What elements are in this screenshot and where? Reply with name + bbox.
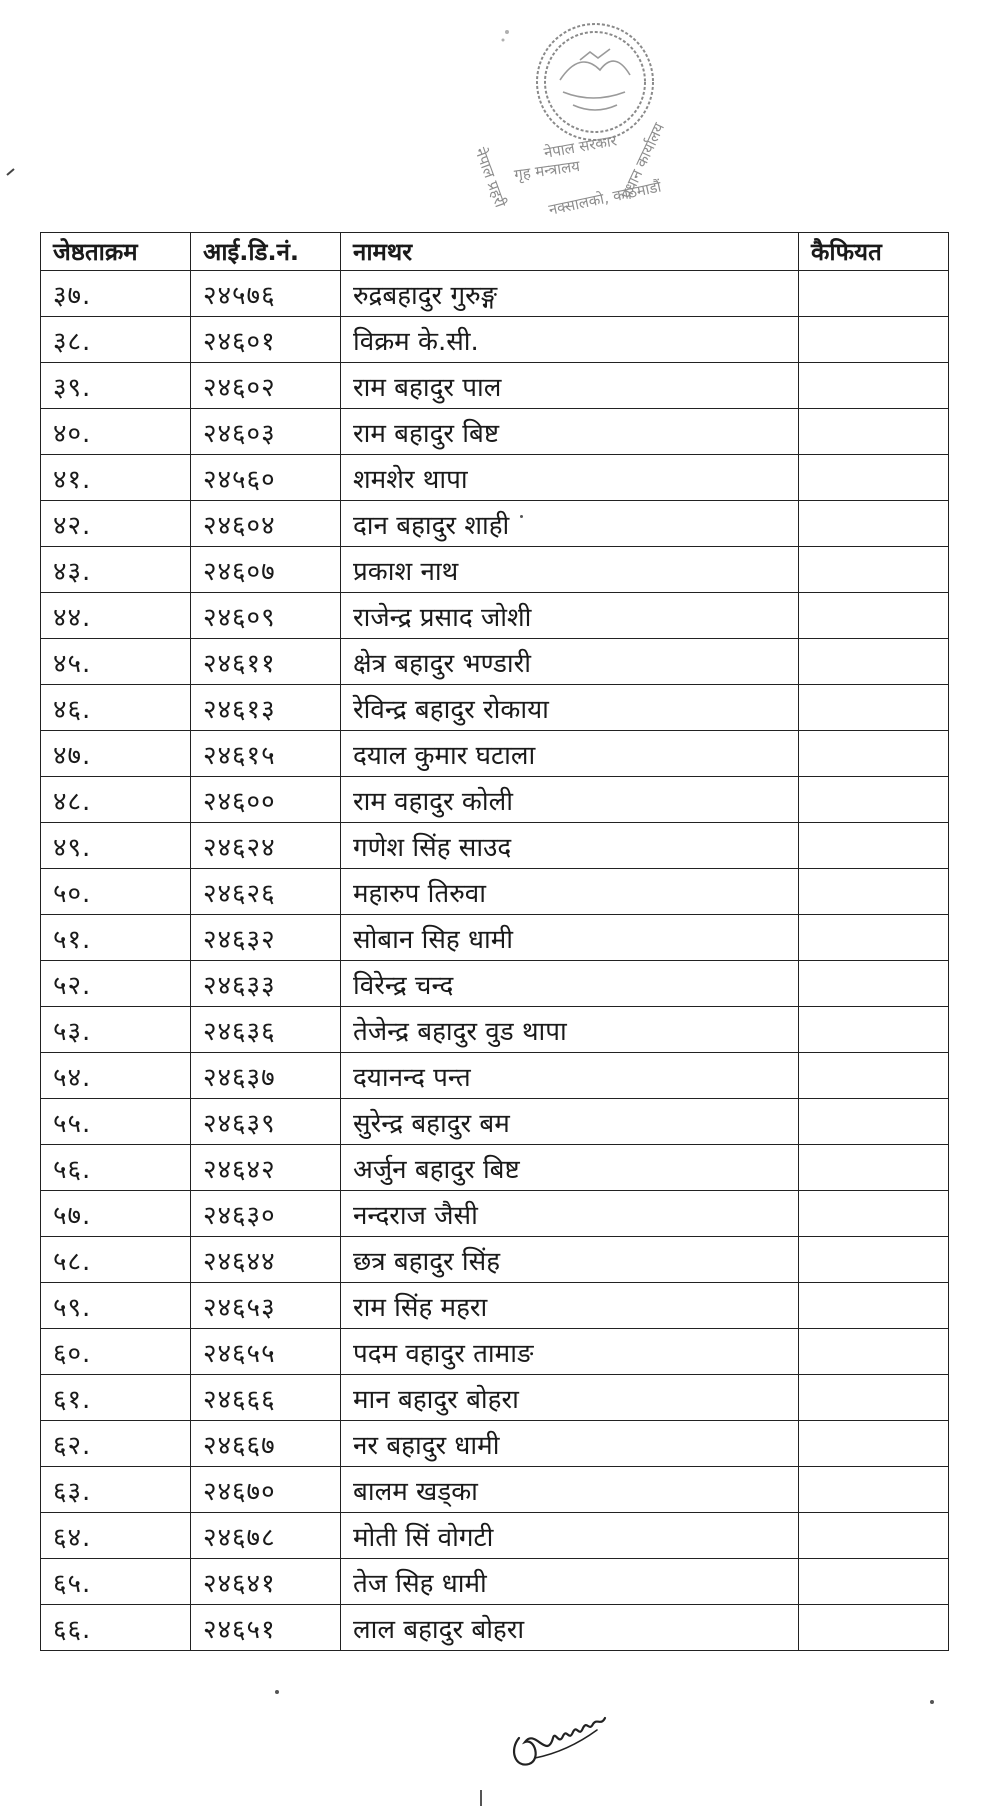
remarks-cell: [799, 271, 949, 317]
id-number-cell: २४६४१: [191, 1559, 341, 1605]
remarks-cell: [799, 1191, 949, 1237]
seniority-cell: ५४.: [41, 1053, 191, 1099]
seniority-cell: ४०.: [41, 409, 191, 455]
name-cell: महारुप तिरुवा: [341, 869, 799, 915]
remarks-cell: [799, 1467, 949, 1513]
seniority-cell: ५०.: [41, 869, 191, 915]
seniority-cell: ५५.: [41, 1099, 191, 1145]
id-number-cell: २४६१५: [191, 731, 341, 777]
id-number-cell: २४६६६: [191, 1375, 341, 1421]
seniority-cell: ५३.: [41, 1007, 191, 1053]
seniority-cell: ५१.: [41, 915, 191, 961]
table-row: [41, 1283, 949, 1329]
svg-text:नक्सालको, काठमाडौं: नक्सालको, काठमाडौं: [547, 177, 663, 219]
id-number-cell: २४६४४: [191, 1237, 341, 1283]
table-row: [41, 455, 949, 501]
table-row: [41, 1145, 949, 1191]
name-cell: दयानन्द पन्त: [341, 1053, 799, 1099]
remarks-cell: [799, 501, 949, 547]
name-cell: गणेश सिंह साउद: [341, 823, 799, 869]
id-number-cell: २४६३०: [191, 1191, 341, 1237]
name-cell: रुद्रबहादुर गुरुङ्ग: [341, 271, 799, 317]
remarks-cell: [799, 455, 949, 501]
remarks-cell: [799, 961, 949, 1007]
name-cell: बालम खड्का: [341, 1467, 799, 1513]
svg-text:नेपाल सरकार: नेपाल सरकार: [542, 131, 619, 162]
name-cell: पदम वहादुर तामाङ: [341, 1329, 799, 1375]
table-row: [41, 1421, 949, 1467]
seniority-cell: ५९.: [41, 1283, 191, 1329]
table-row: [41, 915, 949, 961]
remarks-cell: [799, 1053, 949, 1099]
remarks-cell: [799, 869, 949, 915]
table-row: [41, 1191, 949, 1237]
seniority-cell: ३९.: [41, 363, 191, 409]
name-cell: दयाल कुमार घटाला: [341, 731, 799, 777]
id-number-cell: २४६३२: [191, 915, 341, 961]
seniority-cell: ४६.: [41, 685, 191, 731]
remarks-cell: [799, 639, 949, 685]
seniority-cell: ६४.: [41, 1513, 191, 1559]
remarks-cell: [799, 363, 949, 409]
remarks-cell: [799, 1237, 949, 1283]
name-cell: क्षेत्र बहादुर भण्डारी: [341, 639, 799, 685]
name-cell: राम बहादुर बिष्ट: [341, 409, 799, 455]
table-body: [41, 271, 949, 1651]
name-cell: अर्जुन बहादुर बिष्ट: [341, 1145, 799, 1191]
remarks-cell: [799, 1007, 949, 1053]
table-row: [41, 731, 949, 777]
remarks-cell: [799, 1559, 949, 1605]
name-cell: दान बहादुर शाही: [341, 501, 799, 547]
id-number-cell: २४६२६: [191, 869, 341, 915]
table-row: [41, 823, 949, 869]
table-row: [41, 317, 949, 363]
seniority-cell: ६०.: [41, 1329, 191, 1375]
seniority-cell: ६६.: [41, 1605, 191, 1651]
name-cell: तेज सिह धामी: [341, 1559, 799, 1605]
seniority-cell: ४२.: [41, 501, 191, 547]
seniority-cell: ४९.: [41, 823, 191, 869]
remarks-cell: [799, 593, 949, 639]
stray-dot: [930, 1700, 934, 1704]
remarks-cell: [799, 731, 949, 777]
table-row: [41, 1053, 949, 1099]
name-cell: मान बहादुर बोहरा: [341, 1375, 799, 1421]
name-cell: सुरेन्द्र बहादुर बम: [341, 1099, 799, 1145]
id-number-cell: २४६११: [191, 639, 341, 685]
table-row: [41, 1329, 949, 1375]
header-remarks: कैफियत: [799, 233, 949, 271]
remarks-cell: [799, 777, 949, 823]
name-cell: विक्रम के.सी.: [341, 317, 799, 363]
table-row: [41, 1375, 949, 1421]
svg-text:नेपाल प्रहरी: नेपाल प्रहरी: [471, 145, 510, 210]
table-row: [41, 1237, 949, 1283]
id-number-cell: २४६०७: [191, 547, 341, 593]
table-header-row: [41, 233, 949, 271]
table-row: [41, 869, 949, 915]
seniority-cell: ५७.: [41, 1191, 191, 1237]
svg-text:प्रधान कार्यालय: प्रधान कार्यालय: [617, 120, 669, 202]
stray-tick: [480, 1790, 482, 1806]
remarks-cell: [799, 1513, 949, 1559]
name-cell: नन्दराज जैसी: [341, 1191, 799, 1237]
name-cell: प्रकाश नाथ: [341, 547, 799, 593]
id-number-cell: २४५६०: [191, 455, 341, 501]
name-cell: लाल बहादुर बोहरा: [341, 1605, 799, 1651]
header-name: नामथर: [341, 233, 799, 271]
id-number-cell: २४६२४: [191, 823, 341, 869]
id-number-cell: २४६४२: [191, 1145, 341, 1191]
id-number-cell: २४६०९: [191, 593, 341, 639]
seniority-cell: ६३.: [41, 1467, 191, 1513]
seniority-cell: ४८.: [41, 777, 191, 823]
remarks-cell: [799, 915, 949, 961]
seniority-cell: ४१.: [41, 455, 191, 501]
name-cell: शमशेर थापा: [341, 455, 799, 501]
remarks-cell: [799, 1099, 949, 1145]
name-cell: सोबान सिह धामी: [341, 915, 799, 961]
seniority-table: [40, 232, 949, 1651]
table-row: [41, 777, 949, 823]
remarks-cell: [799, 1421, 949, 1467]
name-cell: नर बहादुर धामी: [341, 1421, 799, 1467]
name-cell: तेजेन्द्र बहादुर वुड थापा: [341, 1007, 799, 1053]
id-number-cell: २४६३९: [191, 1099, 341, 1145]
id-number-cell: २४६३७: [191, 1053, 341, 1099]
table-row: [41, 271, 949, 317]
table-row: [41, 547, 949, 593]
remarks-cell: [799, 317, 949, 363]
id-number-cell: २४६३३: [191, 961, 341, 1007]
seniority-cell: ५६.: [41, 1145, 191, 1191]
seniority-cell: ३८.: [41, 317, 191, 363]
id-number-cell: २४६०१: [191, 317, 341, 363]
seniority-cell: ६१.: [41, 1375, 191, 1421]
seniority-cell: ६२.: [41, 1421, 191, 1467]
table-row: [41, 409, 949, 455]
name-cell: मोती सिं वोगटी: [341, 1513, 799, 1559]
id-number-cell: २४६१३: [191, 685, 341, 731]
stray-dot: [275, 1690, 279, 1694]
table-row: [41, 501, 949, 547]
name-cell: छत्र बहादुर सिंह: [341, 1237, 799, 1283]
id-number-cell: २४५७६: [191, 271, 341, 317]
official-seal: [455, 10, 735, 250]
id-number-cell: २४६०४: [191, 501, 341, 547]
seniority-cell: ४३.: [41, 547, 191, 593]
handwritten-signature: [505, 1698, 615, 1774]
remarks-cell: [799, 1605, 949, 1651]
remarks-cell: [799, 409, 949, 455]
name-cell: राम सिंह महरा: [341, 1283, 799, 1329]
seniority-cell: ५२.: [41, 961, 191, 1007]
name-cell: रेविन्द्र बहादुर रोकाया: [341, 685, 799, 731]
id-number-cell: २४६००: [191, 777, 341, 823]
seniority-cell: ४५.: [41, 639, 191, 685]
stray-mark: [6, 168, 16, 176]
table-row: [41, 1099, 949, 1145]
table-row: [41, 685, 949, 731]
id-number-cell: २४६७०: [191, 1467, 341, 1513]
remarks-cell: [799, 1329, 949, 1375]
table-row: [41, 593, 949, 639]
id-number-cell: २४६५१: [191, 1605, 341, 1651]
remarks-cell: [799, 823, 949, 869]
seniority-cell: ३७.: [41, 271, 191, 317]
table-row: [41, 1559, 949, 1605]
svg-text:गृह मन्त्रालय: गृह मन्त्रालय: [513, 156, 581, 184]
id-number-cell: २४६०३: [191, 409, 341, 455]
name-cell: राजेन्द्र प्रसाद जोशी: [341, 593, 799, 639]
remarks-cell: [799, 547, 949, 593]
remarks-cell: [799, 1145, 949, 1191]
table-row: [41, 363, 949, 409]
table-row: [41, 1605, 949, 1651]
name-cell: विरेन्द्र चन्द: [341, 961, 799, 1007]
id-number-cell: २४६३६: [191, 1007, 341, 1053]
remarks-cell: [799, 685, 949, 731]
seniority-cell: ४४.: [41, 593, 191, 639]
remarks-cell: [799, 1283, 949, 1329]
name-cell: राम वहादुर कोली: [341, 777, 799, 823]
remarks-cell: [799, 1375, 949, 1421]
id-number-cell: २४६५३: [191, 1283, 341, 1329]
stray-dot: [520, 515, 523, 518]
seniority-cell: ५८.: [41, 1237, 191, 1283]
id-number-cell: २४६५५: [191, 1329, 341, 1375]
name-cell: राम बहादुर पाल: [341, 363, 799, 409]
seniority-cell: ६५.: [41, 1559, 191, 1605]
table-row: [41, 1513, 949, 1559]
seniority-cell: ४७.: [41, 731, 191, 777]
id-number-cell: २४६६७: [191, 1421, 341, 1467]
header-seniority: जेष्ठताक्रम: [41, 233, 191, 271]
header-id-number: आई.डि.नं.: [191, 233, 341, 271]
table-row: [41, 639, 949, 685]
id-number-cell: २४६०२: [191, 363, 341, 409]
table-row: [41, 961, 949, 1007]
id-number-cell: २४६७८: [191, 1513, 341, 1559]
table-row: [41, 1467, 949, 1513]
table-row: [41, 1007, 949, 1053]
